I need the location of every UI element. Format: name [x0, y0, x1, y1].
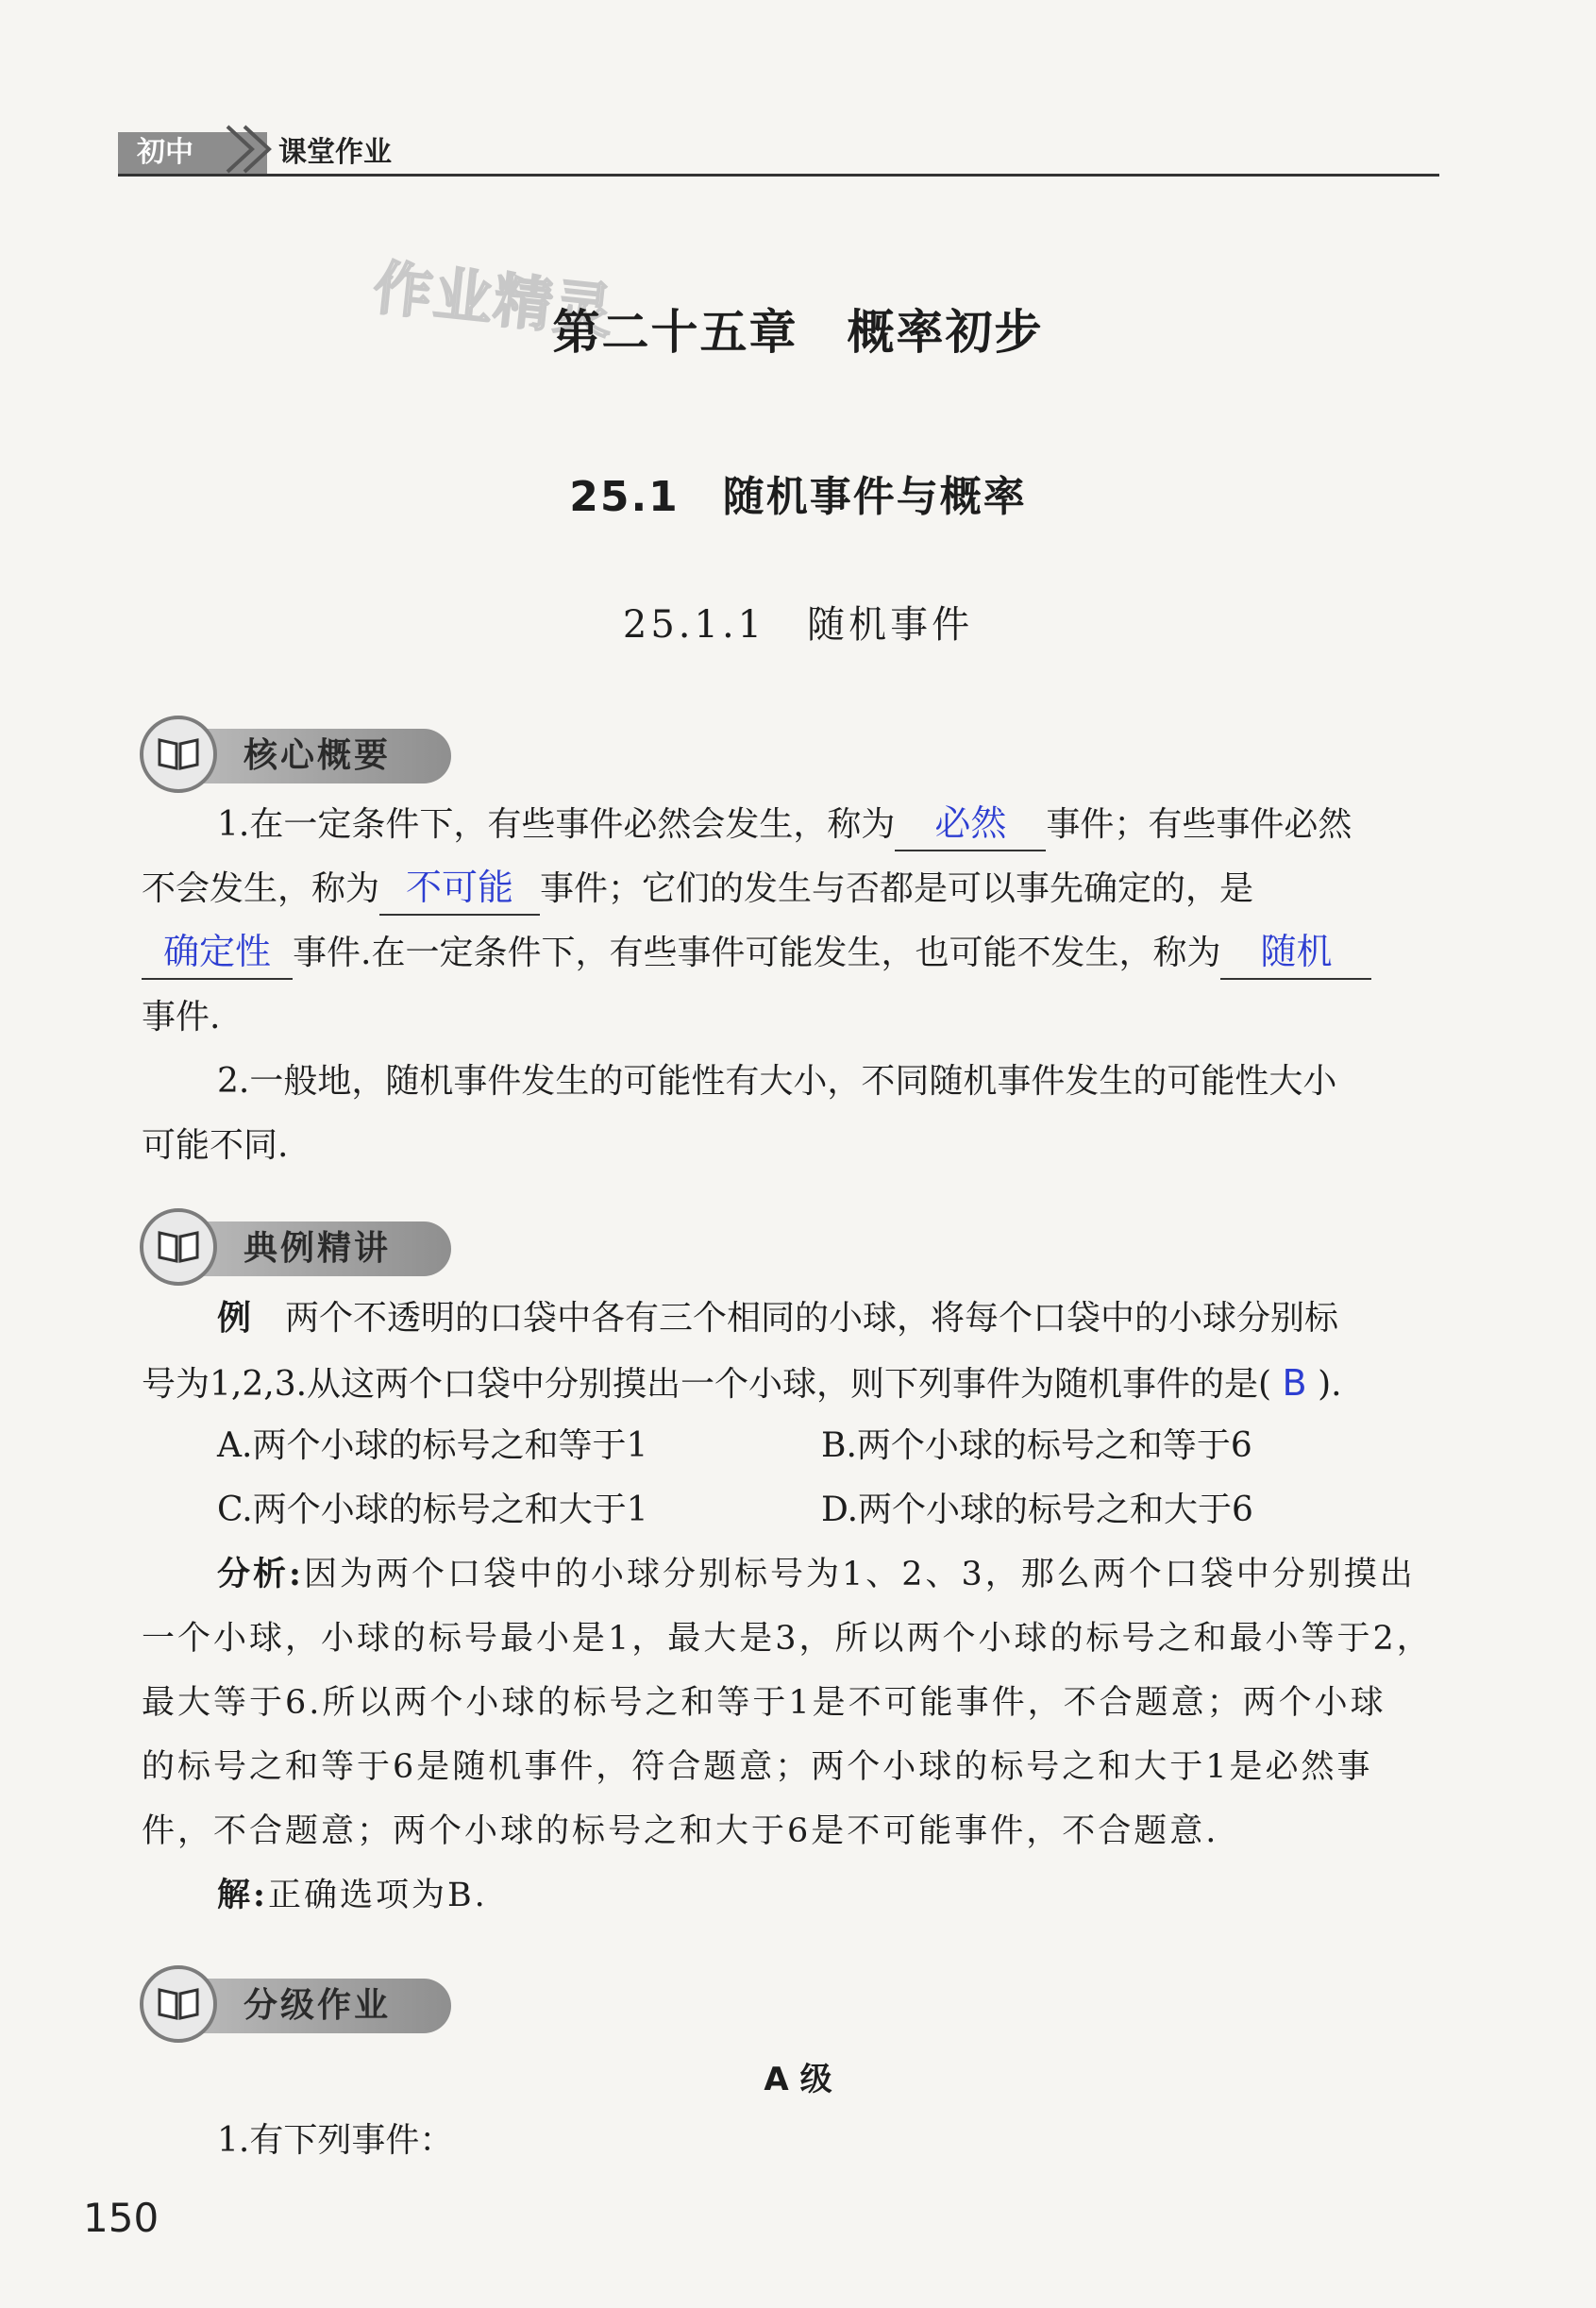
core-item-2: 2.一般地，随机事件发生的可能性有大小，不同随机事件发生的可能性大小 [217, 1062, 1337, 1101]
option-c: C.两个小球的标号之和大于1 [217, 1491, 648, 1529]
analysis-label: 分析 [217, 1555, 290, 1593]
option-a: A.两个小球的标号之和等于1 [217, 1426, 648, 1465]
section-title: 25.1 随机事件与概率 [569, 473, 1027, 521]
example-analysis: 分析:因为两个口袋中的小球分别标号为1、2、3，那么两个口袋中分别摸出 一个小球，小球的标号最小是1，最大是3，所以两个小球的标号之和最小等于2， 最大等于6.所以两个小球的标号之和等于1是不可能事件，不合题意；两个小球 的标号之和等于6是随机事件，符合题意；两个小球的标号之和大于1是必然事 件，不合题意；两个小球的标号之和大于6是不可能事件，不合题意. 解:正确选项为B. [142, 1542, 1444, 1928]
badge-label: 典例精讲 [244, 1229, 392, 1268]
core-item-1: 1.在一定条件下，有些事件必然会发生，称为 必然 事件；有些事件必然 [142, 793, 1444, 857]
blank-1: 必然 [895, 797, 1046, 851]
header-rule [118, 174, 1439, 177]
grade-tab: 初中 [118, 132, 267, 174]
blank-3: 确定性 [142, 925, 293, 980]
homework-question-1: 1.有下列事件： [217, 2121, 454, 2160]
option-d: D.两个小球的标号之和大于6 [821, 1491, 1253, 1529]
badge-homework [140, 1965, 451, 2043]
badge-label: 核心概要 [244, 736, 392, 775]
example-question: 例 两个不透明的口袋中各有三个相同的小球，将每个口袋中的小球分别标 号为1,2,3.从这两个口袋中分别摸出一个小球，则下列事件为随机事件的是( B ). [142, 1298, 1342, 1404]
solution-label: 解 [217, 1876, 254, 1914]
example-solution: 解:正确选项为B. [217, 1876, 488, 1914]
page-number: 150 [83, 2195, 160, 2241]
header-title: 课堂作业 [278, 136, 392, 169]
watermark: 作业精灵 [370, 252, 618, 347]
example-answer: B [1282, 1362, 1307, 1404]
chapter-title: 第二十五章 概率初步 [552, 305, 1044, 360]
subsection-title: 25.1.1 随机事件 [622, 603, 974, 647]
example-label: 例 [217, 1298, 252, 1338]
level-heading: A 级 [764, 2061, 832, 2098]
book-icon [157, 1986, 200, 2022]
book-icon [157, 1229, 200, 1265]
blank-2: 不可能 [379, 861, 540, 916]
badge-label: 分级作业 [244, 1986, 392, 2025]
book-icon [157, 736, 200, 772]
blank-4: 随机 [1220, 925, 1371, 980]
core-summary-text: 1.在一定条件下，有些事件必然会发生，称为 必然 事件；有些事件必然 不会发生，称为 不可能 事件；它们的发生与否都是可以事先确定的，是 确定性 事件.在一定条件下，有些事件可能发生，也可能不发生，称为 随机 事件. 2.一般地，随机事件发生的可能性有大小，不同随机事件发生的可能性大小 可能不同. [142, 793, 1444, 1178]
badge-example [140, 1208, 451, 1286]
badge-core-summary [140, 716, 451, 793]
page-header [118, 121, 1439, 176]
option-b: B.两个小球的标号之和等于6 [821, 1426, 1252, 1465]
